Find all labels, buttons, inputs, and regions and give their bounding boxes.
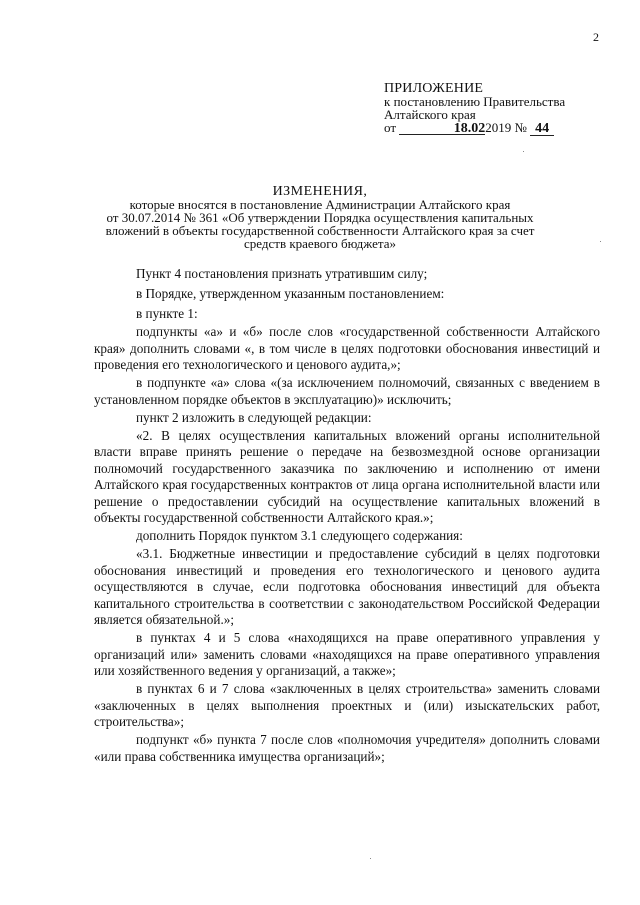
date-prefix: от <box>384 120 397 135</box>
subtitle-line: средств краевого бюджета» <box>244 236 396 251</box>
paragraph: подпункт «б» пункта 7 после слов «полномочия учредителя» дополнить словами «или права собственника имущества организаций»; <box>94 732 600 764</box>
appendix-date-line <box>384 121 624 136</box>
title-block <box>80 185 560 250</box>
document-title: ИЗМЕНЕНИЯ, <box>272 184 368 199</box>
scan-speck <box>600 241 601 242</box>
appendix-heading: ПРИЛОЖЕНИЕ <box>384 81 484 96</box>
scan-speck <box>370 858 371 859</box>
appendix-block <box>384 82 624 136</box>
paragraph: «3.1. Бюджетные инвестиции и предоставление субсидий в целях подготовки обоснования инвестиций и проведения его технологического и ценового аудита осуществляются в случае, если подготовка обоснования инвестиций для объекта капитального строительства в соответствии с законодательством Российской Федерации является обязательной.»; <box>94 546 600 627</box>
paragraph: в пунктах 6 и 7 слова «заключенных в целях строительства» заменить словами «заключенных в целях выполнения проектных и (или) изыскательских работ, строительства»; <box>94 681 600 729</box>
scan-speck <box>523 151 524 152</box>
paragraph: в подпункте «а» слова «(за исключением полномочий, связанных с введением в установленном порядке объектов в эксплуатацию)» исключить; <box>94 375 600 407</box>
paragraph: подпункты «а» и «б» после слов «государственной собственности Алтайского края» дополнить словами «, в том числе в целях подготовки обоснования инвестиций и проведения его технологического и ценового аудита,»; <box>94 324 600 372</box>
document-number: 44 <box>530 123 554 136</box>
subtitle-line: от 30.07.2014 № 361 «Об утверждении Порядка осуществления капитальных <box>106 210 534 225</box>
page-number: 2 <box>593 30 599 44</box>
appendix-line-1: к постановлению Правительства <box>384 94 566 109</box>
paragraph: в пунктах 4 и 5 слова «находящихся на праве оперативного управления у организаций или» заменить словами «находящихся на праве оперативного управления или хозяйственного ведения у организаций, а также»; <box>94 630 600 678</box>
paragraph: в пункте 1: <box>136 306 198 321</box>
date-suffix: 2019 № <box>485 120 527 135</box>
paragraph: «2. В целях осуществления капитальных вложений органы исполнительной власти вправе принять решение о передаче на безвозмездной основе организации полномочий государственного заказчика по заключению и исполнению от имени Алтайского края государственных контрактов от лица органа исполнительной власти или решение о предоставлении субсидий на осуществление капитальных вложений в объекты государственной собственности Алтайского края.»; <box>94 427 600 525</box>
paragraph: дополнить Порядок пунктом 3.1 следующего содержания: <box>136 528 463 543</box>
appendix-line-2: Алтайского края <box>384 107 476 122</box>
subtitle-line: вложений в объекты государственной собственности Алтайского края за счет <box>105 223 535 238</box>
document-body <box>94 266 600 767</box>
paragraph: Пункт 4 постановления признать утратившим силу; <box>136 266 428 281</box>
subtitle-line: которые вносятся в постановление Администрации Алтайского края <box>129 197 511 212</box>
paragraph: пункт 2 изложить в следующей редакции: <box>136 409 372 425</box>
date-value: 18.02 <box>399 122 485 135</box>
paragraph: в Порядке, утвержденном указанным постановлением: <box>136 286 445 301</box>
